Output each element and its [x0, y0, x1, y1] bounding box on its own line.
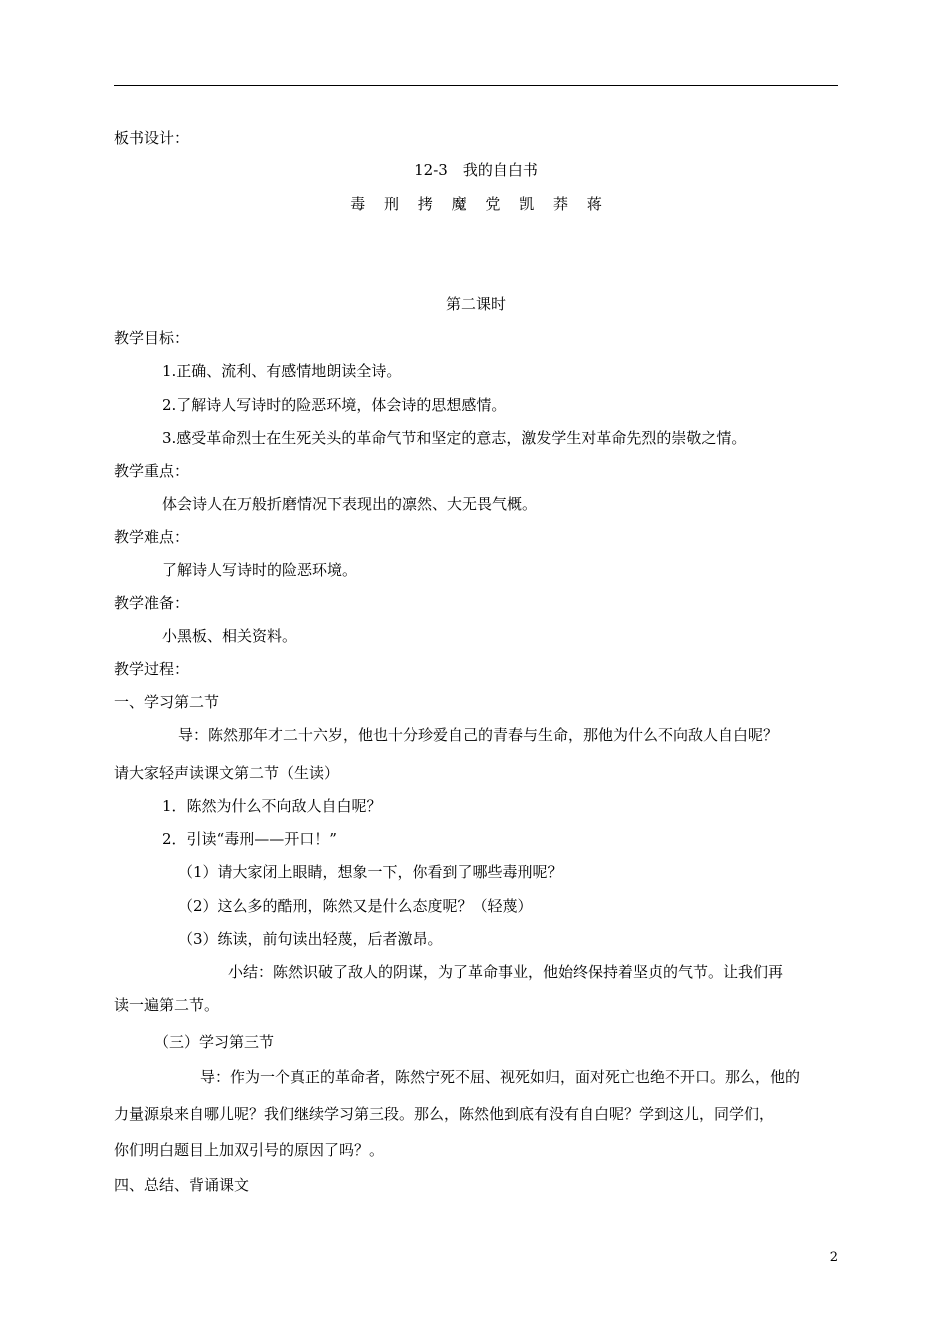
section-heading: （三）学习第三节 — [154, 1033, 275, 1051]
section-heading: 四、总结、背诵课文 — [114, 1176, 250, 1194]
guide-text: 请大家轻声读课文第二节（生读） — [114, 764, 340, 782]
board-char: 魔 — [451, 195, 467, 213]
section-heading: 一、学习第二节 — [114, 693, 220, 711]
board-char: 毒 — [350, 195, 366, 213]
lesson-title: 第二课时 — [445, 295, 506, 313]
board-char: 凯 — [519, 195, 535, 213]
board-title: 12-3 我的自白书 — [414, 161, 538, 179]
board-char: 拷 — [417, 195, 433, 213]
difficult-label: 教学难点： — [114, 528, 190, 546]
question-item: 1．陈然为什么不向敌人自白呢？ — [162, 797, 382, 815]
prep-text: 小黑板、相关资料。 — [162, 627, 298, 645]
board-char: 蒋 — [586, 195, 602, 213]
guide-text: 导：陈然那年才二十六岁，他也十分珍爱自己的青春与生命，那他为什么不向敌人自白呢？ — [178, 726, 779, 744]
key-label: 教学重点： — [114, 462, 190, 480]
guide-text: 你们明白题目上加双引号的原因了吗？。 — [114, 1141, 385, 1159]
goal-item: 2.了解诗人写诗时的险恶环境，体会诗的思想感情。 — [162, 396, 507, 414]
sub-question: （1）请大家闭上眼睛，想象一下，你看到了哪些毒刑呢？ — [178, 863, 563, 881]
sub-question: （3）练读，前句读出轻蔑，后者激昂。 — [178, 930, 443, 948]
goals-label: 教学目标： — [114, 329, 190, 347]
summary-text: 读一遍第二节。 — [114, 996, 220, 1014]
board-char: 莽 — [552, 195, 568, 213]
guide-text: 导：作为一个真正的革命者，陈然宁死不屈、视死如归，面对死亡也绝不开口。那么，他的 — [200, 1068, 801, 1086]
difficult-text: 了解诗人写诗时的险恶环境。 — [162, 561, 358, 579]
goal-item: 3.感受革命烈士在生死关头的革命气节和坚定的意志，激发学生对革命先烈的崇敬之情。 — [162, 429, 747, 447]
board-heading: 板书设计： — [114, 129, 190, 147]
header-rule — [114, 85, 838, 86]
page-number: 2 — [829, 1250, 838, 1265]
guide-text: 力量源泉来自哪儿呢？我们继续学习第三段。那么，陈然他到底有没有自白呢？学到这儿，同学们， — [114, 1105, 775, 1123]
board-characters — [114, 194, 838, 214]
board-char: 刑 — [384, 195, 400, 213]
board-char: 党 — [485, 195, 501, 213]
key-text: 体会诗人在万般折磨情况下表现出的凛然、大无畏气概。 — [162, 495, 538, 513]
sub-question: （2）这么多的酷刑，陈然又是什么态度呢？（轻蔑） — [178, 897, 533, 915]
prep-label: 教学准备： — [114, 594, 190, 612]
summary-text: 小结：陈然识破了敌人的阴谋，为了革命事业，他始终保持着坚贞的气节。让我们再 — [228, 963, 784, 981]
goal-item: 1.正确、流利、有感情地朗读全诗。 — [162, 362, 402, 380]
question-item: 2．引读“毒刑——开口！” — [162, 830, 337, 848]
process-label: 教学过程： — [114, 660, 190, 678]
